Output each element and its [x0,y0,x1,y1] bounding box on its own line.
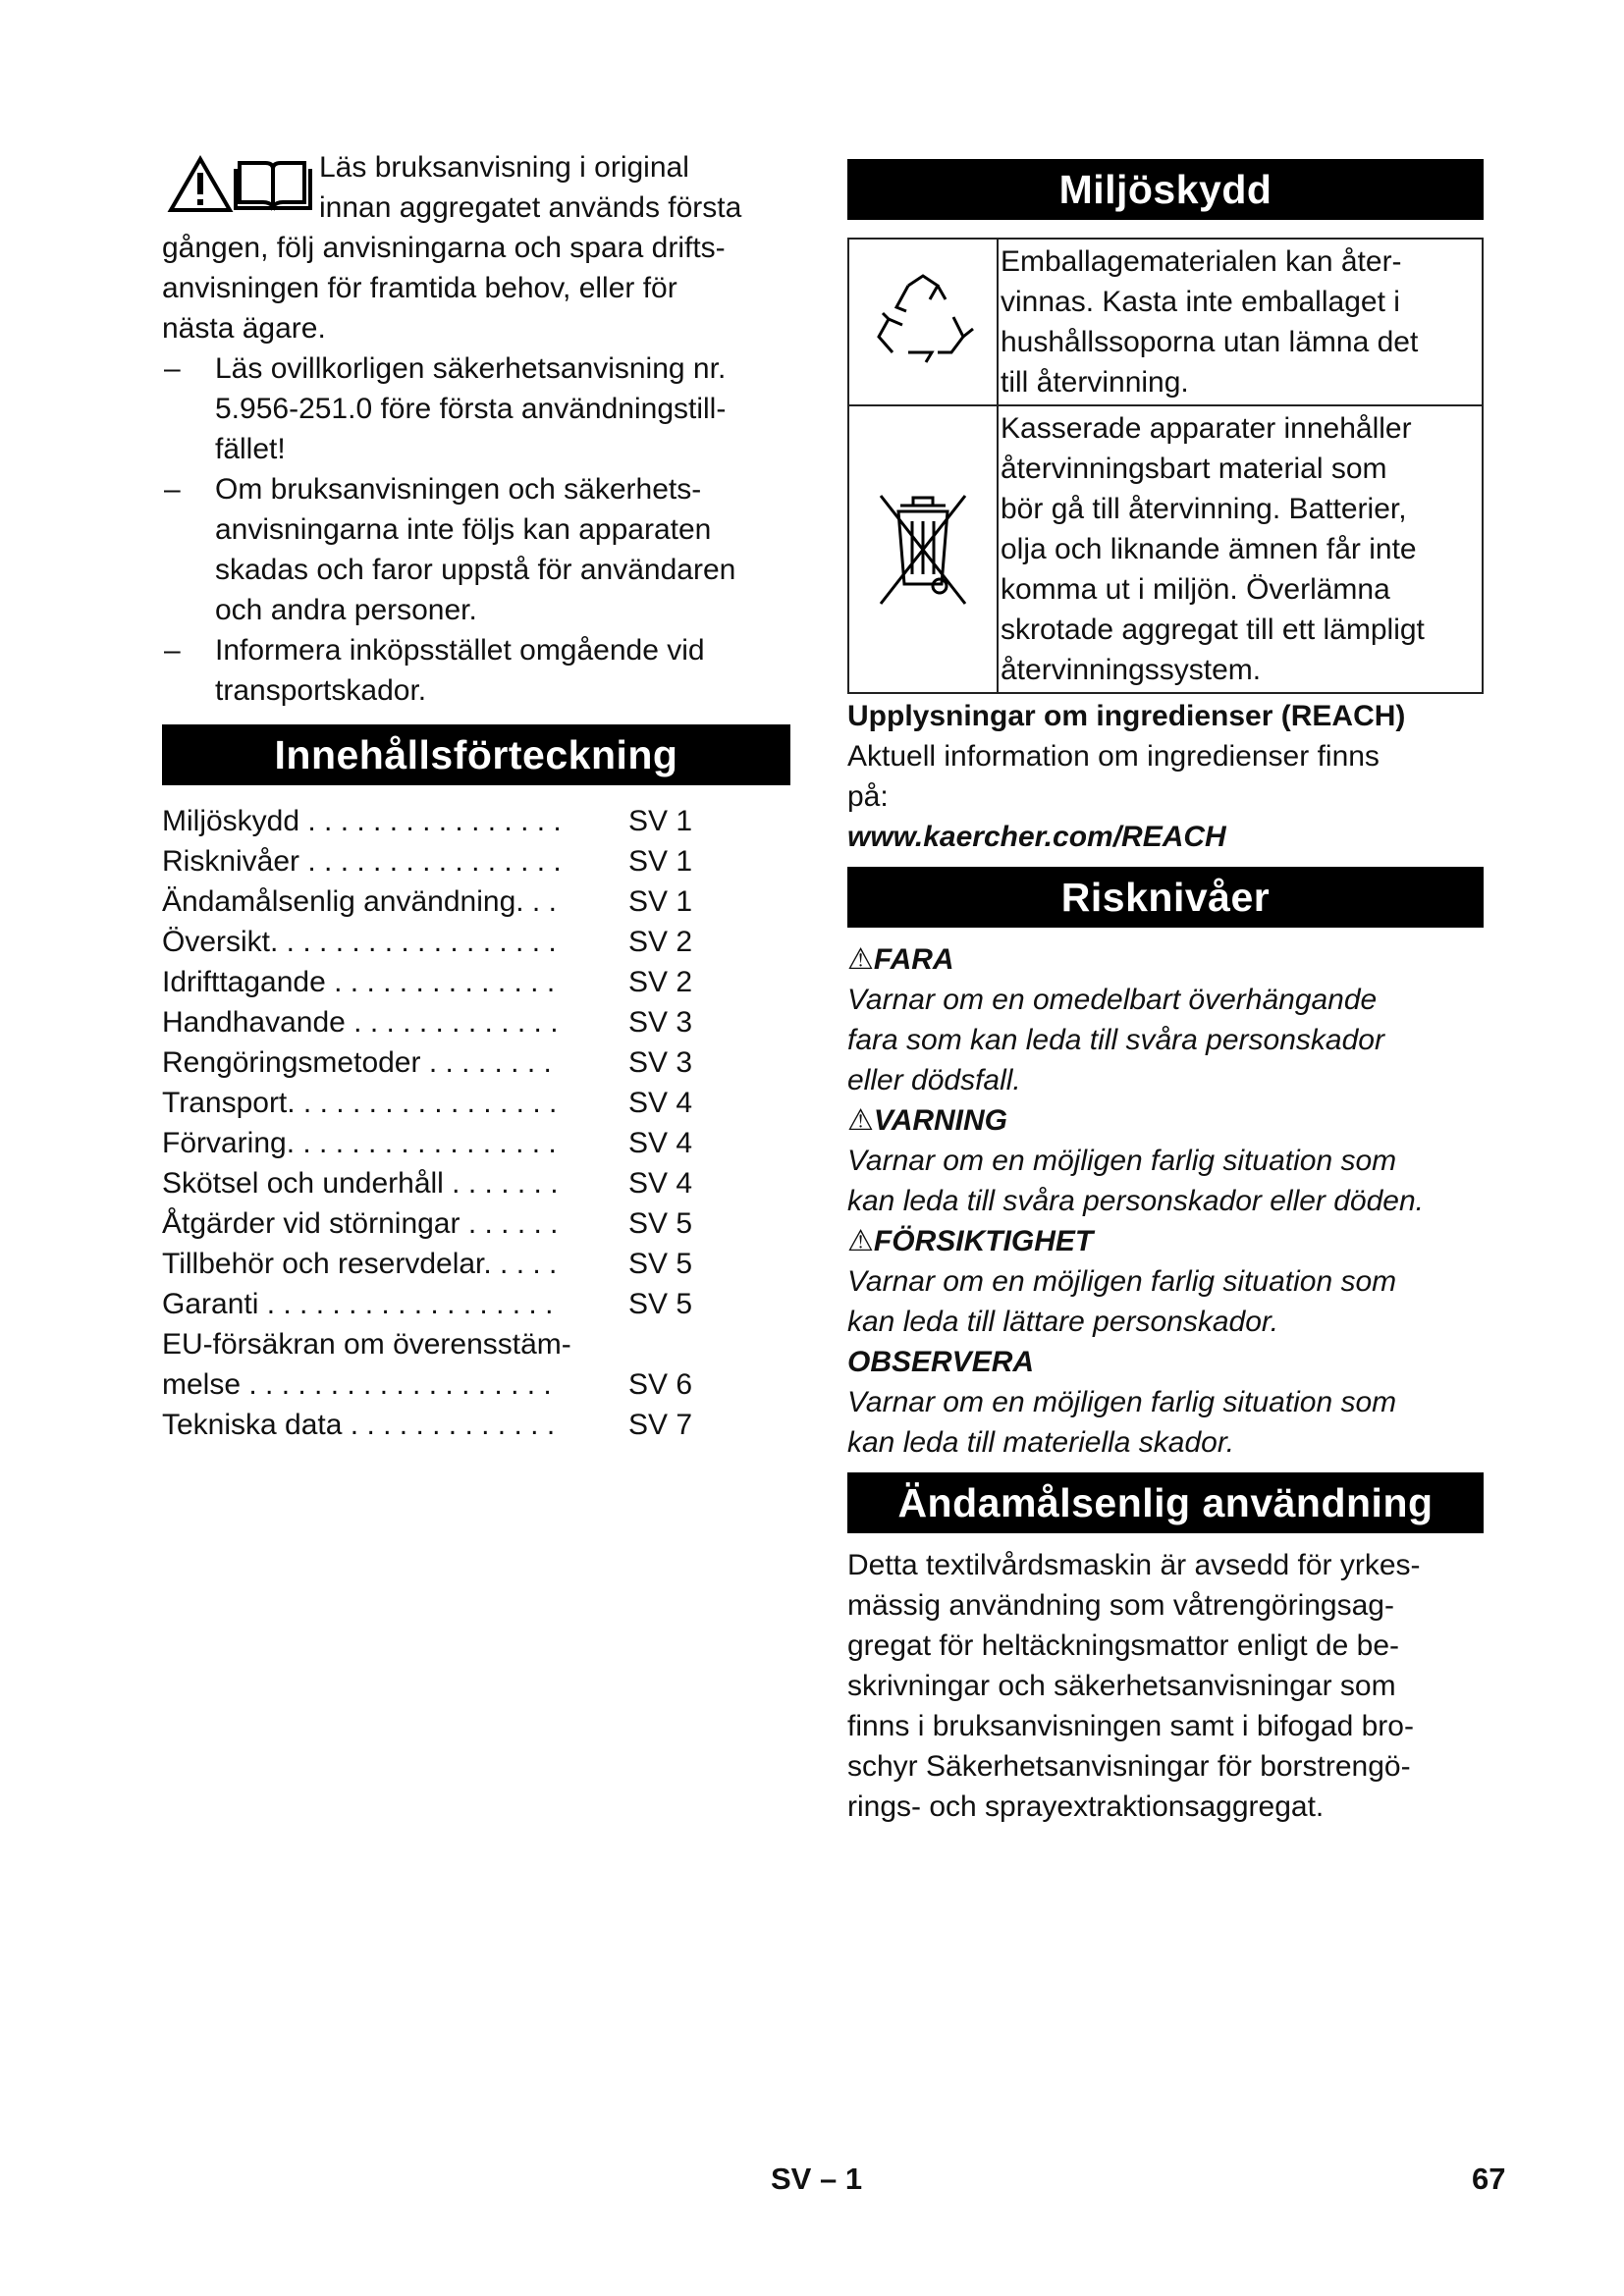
toc-entry-label: Skötsel och underhåll . . . . . . . [162,1167,559,1200]
environment-line: Emballagematerialen kan åter- [1001,245,1402,278]
usage-line: rings- och sprayextraktionsaggregat. [847,1790,1325,1823]
toc-entry[interactable] [162,1324,790,1364]
environment-line: vinnas. Kasta inte emballaget i [1001,286,1400,318]
toc-entry-label: Tillbehör och reservdelar. . . . . [162,1248,558,1280]
toc-entry-page: SV 6 [628,1368,693,1401]
usage-line: finns i bruksanvisningen samt i bifogad bro- [847,1710,1414,1742]
intro-bullet [162,630,790,711]
reach-line: Aktuell information om ingredienser finns [847,740,1380,773]
toc-entry-page: SV 3 [628,1006,693,1039]
crossed-bin-icon [869,476,977,623]
environment-line: bör gå till återvinning. Batterier, [1001,493,1407,525]
toc-entry[interactable] [162,801,790,841]
risk-level-line: fara som kan leda till svåra personskador [847,1024,1384,1056]
bullet-line: fället! [215,433,286,465]
warning-icon: ⚠ [847,943,874,976]
reach-heading: Upplysningar om ingredienser (REACH) [847,700,1406,732]
footer-page-number: 67 [1472,2162,1506,2196]
toc-entry[interactable] [162,1405,790,1445]
environment-table [847,238,1484,694]
risk-level-label [847,1221,1484,1261]
intro-line: gången, följ anvisningarna och spara drifts- [162,232,726,264]
toc-heading: Innehållsförteckning [162,724,790,785]
bullet-line: Informera inköpsstället omgående vid [215,634,705,667]
usage-line: gregat för heltäckningsmattor enligt de be- [847,1629,1399,1662]
usage-heading: Ändamålsenlig användning [847,1472,1484,1533]
environment-line: till återvinning. [1001,366,1189,399]
environment-heading: Miljöskydd [847,159,1484,220]
bullet-line: och andra personer. [215,594,477,626]
risk-level-label [847,1100,1484,1141]
warning-icon: ⚠ [847,1104,874,1137]
environment-line: hushållssoporna utan lämna det [1001,326,1419,358]
toc-entry[interactable] [162,922,790,962]
usage-line: Detta textilvårdsmaskin är avsedd för yrkes- [847,1549,1421,1581]
usage-line: schyr Säkerhetsanvisningar för borstrengö- [847,1750,1411,1783]
toc-entry[interactable] [162,962,790,1002]
environment-text [999,240,1482,404]
environment-text [999,406,1482,692]
toc-entry[interactable] [162,1284,790,1324]
toc-entry-page: SV 5 [628,1288,693,1320]
toc-entry-page: SV 3 [628,1046,693,1079]
intro-bullet [162,348,790,469]
toc-entry[interactable] [162,1002,790,1042]
toc-entry-page: SV 4 [628,1167,693,1200]
usage-line: skrivningar och säkerhetsanvisningar som [847,1670,1396,1702]
toc-entry-label: EU-försäkran om överensstäm- [162,1328,571,1361]
intro-line: innan aggregatet används första [319,191,742,224]
risk-level-line: Varnar om en möjligen farlig situation som [847,1145,1397,1177]
risk-level-line: eller dödsfall. [847,1064,1021,1096]
toc-entry[interactable] [162,1042,790,1083]
environment-line: komma ut i miljön. Överlämna [1001,573,1390,606]
intro-header [162,147,790,228]
crossed-bin-icon-cell [849,406,999,692]
toc-entry[interactable] [162,1203,790,1244]
risk-level-line: kan leda till materiella skador. [847,1426,1235,1459]
toc-entry[interactable] [162,1364,790,1405]
toc-entry-page: SV 1 [628,845,693,878]
risk-level-line: kan leda till svåra personskador eller döden. [847,1185,1425,1217]
bullet-dash: – [164,352,181,385]
environment-row [849,404,1482,692]
toc-entry-label: Idrifttagande . . . . . . . . . . . . . . [162,966,556,998]
intro-line: Läs bruksanvisning i original [319,151,689,184]
toc-entry-label: Miljöskydd . . . . . . . . . . . . . . . . [162,805,562,837]
toc-entry-page: SV 5 [628,1248,693,1280]
environment-line: skrotade aggregat till ett lämpligt [1001,614,1425,646]
toc-entry-page: SV 1 [628,885,693,918]
environment-line: återvinningssystem. [1001,654,1262,686]
risk-level-name: FÖRSIKTIGHET [873,1225,1094,1257]
recycle-icon-cell [849,240,999,404]
risk-level-label [847,1342,1484,1382]
toc-entry-label: Rengöringsmetoder . . . . . . . . [162,1046,552,1079]
environment-line: Kasserade apparater innehåller [1001,412,1412,445]
bullet-line: Läs ovillkorligen säkerhetsanvisning nr. [215,352,727,385]
risk-level-line: Varnar om en möjligen farlig situation som [847,1386,1397,1418]
table-of-contents [162,801,790,1445]
toc-entry-label: Översikt. . . . . . . . . . . . . . . . . . [162,926,557,958]
risk-level-line: Varnar om en omedelbart överhängande [847,984,1378,1016]
warning-read-manual-icon [167,153,314,214]
risk-level-line: Varnar om en möjligen farlig situation som [847,1265,1397,1298]
intro-icons [167,153,314,219]
toc-entry-label: melse . . . . . . . . . . . . . . . . . . . [162,1368,552,1401]
toc-entry-page: SV 4 [628,1087,693,1119]
risk-level-name: VARNING [873,1104,1008,1137]
recycle-icon [869,268,977,376]
toc-entry-label: Tekniska data . . . . . . . . . . . . . [162,1409,556,1441]
bullet-line: transportskador. [215,674,427,707]
toc-entry-label: Åtgärder vid störningar . . . . . . [162,1207,559,1240]
bullet-line: anvisningarna inte följs kan apparaten [215,513,712,546]
risk-level-line: kan leda till lättare personskador. [847,1306,1279,1338]
environment-line: återvinningsbart material som [1001,453,1387,485]
toc-entry-label: Garanti . . . . . . . . . . . . . . . . . . [162,1288,554,1320]
usage-line: mässig användning som våtrengöringsag- [847,1589,1394,1622]
toc-entry-page: SV 2 [628,966,693,998]
toc-entry[interactable] [162,841,790,881]
toc-entry-label: Transport. . . . . . . . . . . . . . . . . [162,1087,558,1119]
risk-level-name: OBSERVERA [847,1346,1035,1378]
left-column [162,147,790,1445]
toc-entry[interactable] [162,1123,790,1163]
toc-entry-page: SV 7 [628,1409,693,1441]
intro-bullet [162,469,790,630]
reach-url-link[interactable]: www.kaercher.com/REACH [847,821,1226,853]
toc-entry[interactable] [162,1163,790,1203]
risk-heading: Risknivåer [847,867,1484,928]
toc-entry-label: Risknivåer . . . . . . . . . . . . . . . . [162,845,562,878]
toc-entry-page: SV 5 [628,1207,693,1240]
footer-section-number: SV – 1 [771,2162,863,2196]
intro-line: anvisningen för framtida behov, eller för [162,272,677,304]
toc-entry-page: SV 1 [628,805,693,837]
toc-entry[interactable] [162,1244,790,1284]
toc-entry[interactable] [162,1083,790,1123]
toc-entry-label: Ändamålsenlig användning. . . [162,885,557,918]
intro-line: nästa ägare. [162,312,326,345]
bullet-line: 5.956-251.0 före första användningstill- [215,393,727,425]
toc-entry-label: Förvaring. . . . . . . . . . . . . . . . . [162,1127,557,1159]
usage-text [847,1545,1484,1827]
reach-line: på: [847,780,889,813]
toc-entry-page: SV 2 [628,926,693,958]
toc-entry-page: SV 4 [628,1127,693,1159]
bullet-dash: – [164,634,181,667]
risk-levels [847,939,1484,1463]
environment-line: olja och liknande ämnen får inte [1001,533,1417,565]
warning-icon: ⚠ [847,1225,874,1257]
toc-entry[interactable] [162,881,790,922]
toc-entry-label: Handhavande . . . . . . . . . . . . . [162,1006,559,1039]
risk-level-name: FARA [873,943,954,976]
bullet-dash: – [164,473,181,506]
right-column [847,159,1484,1827]
risk-level-label [847,939,1484,980]
bullet-line: skadas och faror uppstå för användaren [215,554,736,586]
environment-row [849,240,1482,404]
bullet-line: Om bruksanvisningen och säkerhets- [215,473,702,506]
